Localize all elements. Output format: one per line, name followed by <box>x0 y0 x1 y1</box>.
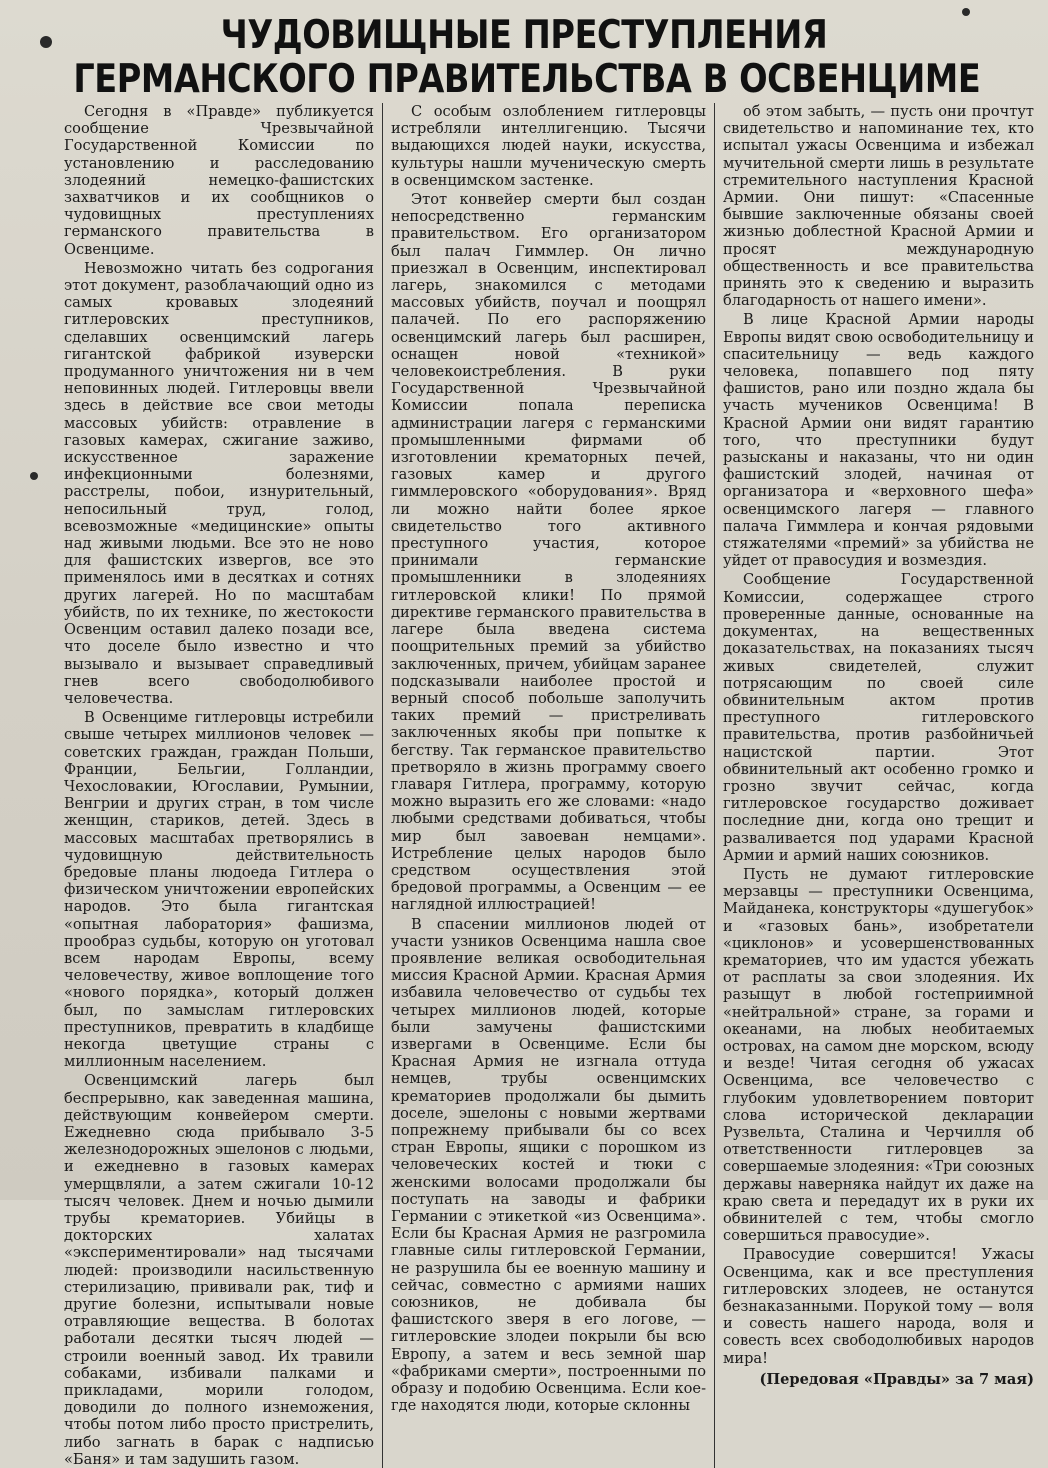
paragraph: В Освенциме гитлеровцы истребили свыше четырех миллионов человек — советских граждан, граждан Польши, Франции, Бельгии, Голландии, Чехословакии, Югославии, Румынии, Венгрии и других стран, в том числе женщин, стариков, детей. Здесь в массовых масштабах претворялись в чудовищную действительность бредовые планы людоеда Гитлера о физическом уничтожении европейских народов. Это была гигантская «опытная лаборатория» фашизма, прообраз судьбы, которую он уготовал всем народам Европы, всему человечеству, живое воплощение того «нового порядка», который должен был, по замыслам гитлеровских преступников, превратить в кладбище некогда цветущие страны с миллионным населением. <box>64 709 374 1071</box>
source-signature: (Передовая «Правды» за 7 мая) <box>759 1370 1034 1388</box>
text-column-3 <box>714 103 1042 1468</box>
headline-line-2: ГЕРМАНСКОГО ПРАВИТЕЛЬСТВА В ОСВЕНЦИМЕ <box>73 57 981 102</box>
paper-damage-mark <box>30 472 38 480</box>
text-column-1 <box>56 103 382 1468</box>
article-body <box>56 103 1034 1468</box>
paragraph: Сообщение Государственной Комиссии, содержащее строго проверенные данные, основанные на документах, на вещественных доказательствах, на показаниях тысяч живых свидетелей, служит потрясающим по своей силе обвинительным актом против преступного гитлеровского правительства, против разбойничьей нацистской партии. Этот обвинительный акт особенно громко и грозно звучит сейчас, когда гитлеровское государство доживает последние дни, когда оно трещит и разваливается под ударами Красной Армии и армий наших союзников. <box>723 571 1034 864</box>
paragraph: Этот конвейер смерти был создан непосредственно германским правительством. Его организатором был палач Гиммлер. Он лично приезжал в Освенцим, инспектировал лагерь, знакомился с методами массовых убийств, поучал и поощрял палачей. По его распоряжению освенцимский лагерь был расширен, оснащен новой «техникой» человекоистребления. В руки Государственной Чрезвычайной Комиссии попала переписка администрации лагеря с германскими промышленными фирмами об изготовлении крематорных печей, газовых камер и другого гиммлеровского «оборудования». Вряд ли можно найти более яркое свидетельство того активного преступного участия, которое принимали германские промышленники в злодеяниях гитлеровской клики! По прямой директиве германского правительства в лагере была введена система поощрительных премий за убийство заключенных, причем, убийцам заранее подсказывали наиболее простой и верный способ побольше заполучить таких премий — пристреливать заключенных якобы при попытке к бегству. Так германское правительство претворяло в жизнь программу своего главаря Гитлера, программу, которую можно выразить его же словами: «надо любыми средствами добиваться, чтобы мир был завоеван немцами». Истребление целых народов было средством осуществления этой бредовой программы, а Освенцим — ее наглядной иллюстрацией! <box>391 191 706 914</box>
headline-line-1: ЧУДОВИЩНЫЕ ПРЕСТУПЛЕНИЯ <box>220 13 828 58</box>
paragraph: Невозможно читать без содрогания этот документ, разоблачающий одно из самых кровавых злодеяний гитлеровских преступников, сделавших освенцимский лагерь гигантской фабрикой изуверски продуманного уничтожения ни в чем неповинных людей. Гитлеровцы ввели здесь в действие все свои методы массовых убийств: отравление в газовых камерах, сжигание заживо, искусственное заражение инфекционными болезнями, расстрелы, побои, изнурительный, непосильный труд, голод, всевозможные «медицинские» опыты над живыми людьми. Все это не ново для фашистских извергов, все это применялось ими в десятках и сотнях других лагерей. Но по масштабам убийств, по их технике, по жестокости Освенцим оставил далеко позади все, что доселе было известно и что вызывало и вызывает справедливый гнев всего свободолюбивого человечества. <box>64 259 374 707</box>
text-column-2 <box>382 103 714 1468</box>
paper-damage-mark <box>40 36 52 48</box>
paragraph: С особым озлоблением гитлеровцы истребляли интеллигенцию. Тысячи выдающихся людей науки, искусства, культуры нашли мученическую смерть в освенцимском застенке. <box>391 103 706 189</box>
paragraph: В лице Красной Армии народы Европы видят свою освободительницу и спасительницу — ведь каждого человека, попавшего под пяту фашистов, рано или поздно ждала бы участь мучеников Освенцима! В Красной Армии они видят гарантию того, что преступники будут разысканы и наказаны, что ни один фашистский злодей, начиная от организатора и «верховного шефа» освенцимского лагеря — главного палача Гиммлера и кончая рядовыми стяжателями «премий» за убийства не уйдет от правосудия и возмездия. <box>723 311 1034 570</box>
paragraph: Пусть не думают гитлеровские мерзавцы — преступники Освенцима, Майданека, конструкторы «душегубок» и «газовых бань», изобретатели «циклонов» и усовершенствованных крематориев, что им удастся убежать от расплаты за свои злодеяния. Их разыщут в любой гостеприимной «нейтральной» стране, за горами и океанами, на любых необитаемых островах, на самом дне морском, всюду и везде! Читая сегодня об ужасах Освенцима, все человечество с глубоким удовлетворением повторит слова исторической декларации Рузвельта, Сталина и Черчилля об ответственности гитлеровцев за совершаемые злодеяния: «Три союзных державы наверняка найдут их даже на краю света и передадут их в руки их обвинителей с тем, чтобы смогло совершиться правосудие». <box>723 865 1034 1245</box>
article-headline <box>73 13 981 102</box>
paragraph: В спасении миллионов людей от участи узников Освенцима нашла свое проявление великая освободительная миссия Красной Армии. Красная Армия избавила человечество от судьбы тех четырех миллионов людей, которые были замучены фашистскими извергами в Освенциме. Если бы Красная Армия не изгнала оттуда немцев, трубы освенцимских крематориев продолжали бы дымить доселе, эшелоны с новыми жертвами попрежнему прибывали бы со всех стран Европы, ящики с порошком из человеческих костей и тюки с женскими волосами продолжали бы поступать на заводы и фабрики Германии с этикеткой «из Освенцима». Если бы Красная Армия не разгромила главные силы гитлеровской Германии, не разрушила бы ее военную машину и сейчас, совместно с армиями наших союзников, не добивала бы фашистского зверя в его логове, — гитлеровские злодеи покрыли бы всю Европу, а затем и весь земной шар «фабриками смерти», построенными по образу и подобию Освенцима. Если кое-где находятся люди, которые склонны <box>391 915 706 1415</box>
paragraph: Правосудие совершится! Ужасы Освенцима, как и все преступления гитлеровских злодеев, не останутся безнаказанными. Порукой тому — воля и совесть нашего народа, воля и совесть всех свободолюбивых народов мира! <box>723 1246 1034 1367</box>
paragraph: Освенцимский лагерь был беспрерывно, как заведенная машина, действующим конвейером смерти. Ежедневно сюда прибывало 3-5 железнодорожных эшелонов с людьми, и ежедневно в газовых камерах умерщвляли, а затем сжигали 10-12 тысяч человек. Днем и ночью дымили трубы крематориев. Убийцы в докторских халатах «экспериментировали» над тысячами людей: производили насильственную стерилизацию, прививали рак, тиф и другие болезни, испытывали новые отравляющие вещества. В болотах работали десятки тысяч людей — строили военный завод. Их травили собаками, избивали палками и прикладами, морили голодом, доводили до полного изнеможения, чтобы потом либо просто пристрелить, либо загнать в барак с надписью «Баня» и там задушить газом. <box>64 1072 374 1468</box>
paragraph: Сегодня в «Правде» публикуется сообщение Чрезвычайной Государственной Комиссии по установлению и расследованию злодеяний немецко-фашистских захватчиков и их сообщников о чудовищных преступлениях германского правительства в Освенциме. <box>64 103 374 258</box>
paragraph: об этом забыть, — пусть они прочтут свидетельство и напоминание тех, кто испытал ужасы Освенцима и избежал мучительной смерти лишь в результате стремительного наступления Красной Армии. Они пишут: «Спасенные бывшие заключенные обязаны своей жизнью доблестной Красной Армии и просят международную общественность и все правительства принять это к сведению и выразить благодарность от нашего имени». <box>723 103 1034 310</box>
